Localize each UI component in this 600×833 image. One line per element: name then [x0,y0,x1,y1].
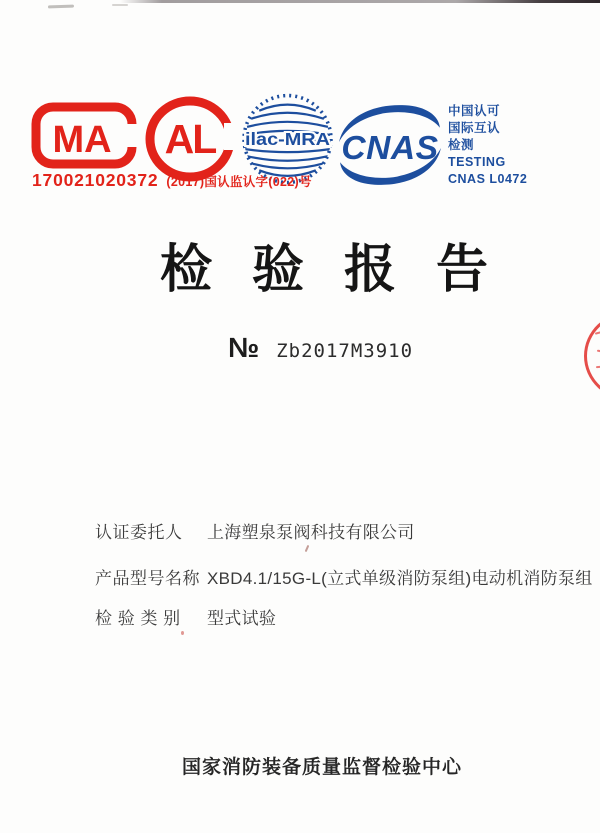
scan-smudge [112,4,128,6]
ilac-mra-text: ilac-MRA [245,129,330,150]
field-value: 上海塑泉泵阀科技有限公司 [207,523,415,542]
cnas-accreditation-text [448,103,527,188]
issuing-organization: 国家消防装备质量监督检验中心 [181,757,462,778]
cnas-line: CNAS L0472 [448,172,528,186]
field-row-applicant [95,518,415,543]
report-number-value: Zb2017M3910 [276,340,414,362]
field-label: 检 验 类 别 [95,609,181,628]
seal-mark [595,331,600,334]
cnas-letters: CNAS [341,130,439,168]
field-label: 产品型号名称 [95,569,200,588]
red-seal-partial [584,311,600,401]
cnas-line: 国际互认 [448,121,501,135]
cma-letters: MA [52,119,112,161]
field-row-inspection-type [95,604,276,629]
cnas-line: 中国认可 [448,104,501,118]
scan-tick-mark [305,545,310,552]
scan-smudge [48,5,74,9]
cnas-logo-icon [334,101,446,189]
cma-cert-number: 170021020372 [32,170,159,190]
field-row-product-model [95,564,593,589]
cal-letters: AL [164,116,216,162]
cnas-line: 检测 [448,138,475,152]
scan-red-speck [181,631,184,635]
registration-line [32,170,312,191]
cal-cert-reference: (2017)国认监认字(022)号 [166,175,312,189]
field-label: 认证委托人 [95,523,183,542]
field-value: 型式试验 [207,609,277,628]
report-title: 检验报告 [160,241,529,299]
report-number-line [228,332,413,364]
cnas-line: TESTING [448,155,506,169]
seal-mark [596,366,600,369]
numero-symbol: № [228,332,260,363]
field-value: XBD4.1/15G-L(立式单级消防泵组)电动机消防泵组 [207,569,593,588]
scan-top-edge [0,0,600,3]
cma-logo-icon [31,102,137,169]
